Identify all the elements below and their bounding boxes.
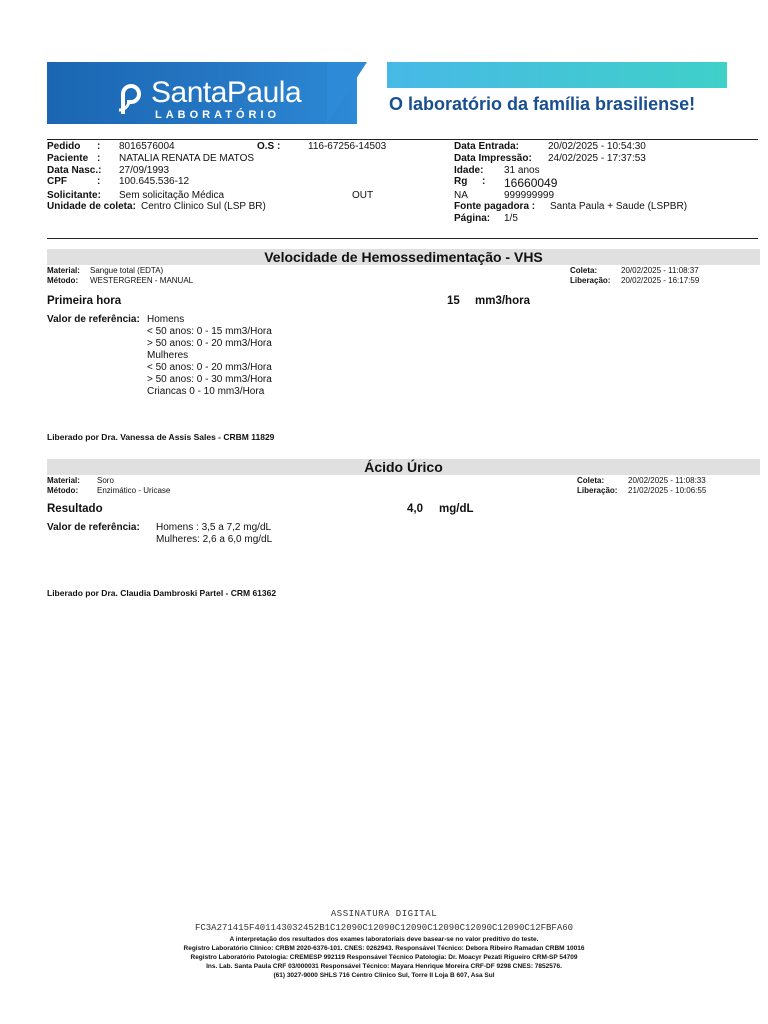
nasc-label: Data Nasc.:	[47, 165, 102, 176]
footer-line: A interpretação dos resultados dos exames laboratoriais deve basear-se no valor preditivo do teste.	[229, 936, 539, 943]
idade-label: Idade:	[454, 165, 484, 176]
vhs-ref-line: > 50 anos: 0 - 20 mm3/Hora	[147, 338, 272, 349]
urico-result-unit: mg/dL	[439, 503, 474, 515]
vhs-result-label: Primeira hora	[47, 295, 122, 307]
banner-diagonal	[327, 62, 367, 124]
na-value: 999999999	[504, 190, 555, 201]
header-bottom-rule	[47, 238, 758, 239]
urico-liberacao-label: Liberação:	[577, 486, 618, 495]
unidade-value: Centro Clinico Sul (LSP BR)	[141, 201, 266, 212]
banner-stripe	[387, 62, 727, 88]
vhs-ref-line: < 50 anos: 0 - 20 mm3/Hora	[147, 362, 272, 373]
rg-colon: :	[482, 176, 486, 187]
vhs-coleta-label: Coleta:	[570, 266, 598, 275]
urico-material-label: Material:	[47, 476, 80, 485]
brand-sub: LABORATÓRIO	[155, 109, 281, 121]
vhs-title: Velocidade de Hemossedimentação - VHS	[264, 249, 543, 265]
nasc-value: 27/09/1993	[119, 165, 170, 176]
pagina-value: 1/5	[504, 213, 518, 224]
vhs-liberacao-value: 20/02/2025 - 16:17:59	[621, 276, 700, 285]
urico-metodo-value: Enzimático - Uricase	[97, 486, 171, 495]
vhs-coleta-value: 20/02/2025 - 11:08:37	[621, 266, 699, 275]
urico-ref-line: Homens : 3,5 a 7,2 mg/dL	[156, 522, 272, 533]
paciente-value: NATALIA RENATA DE MATOS	[119, 153, 255, 164]
header-banner	[47, 62, 727, 124]
solicitante-value: Sem solicitação Médica	[119, 190, 225, 201]
footer-line: Registro Laboratório Patologia: CREMESP 992119 Responsável Técnico Patologia: Dr. Moacyr Pezati Rigueiro CRM-SP 54709	[190, 954, 578, 961]
paciente-colon: :	[97, 153, 101, 164]
urico-ref-label: Valor de referência:	[47, 522, 140, 533]
rg-label: Rg	[454, 176, 468, 187]
urico-result-label: Resultado	[47, 503, 103, 515]
paciente-label: Paciente	[47, 153, 89, 164]
vhs-liberado: Liberado por Dra. Vanessa de Assis Sales - CRBM 11829	[47, 432, 275, 442]
urico-title: Ácido Úrico	[364, 459, 443, 475]
vhs-ref-line: > 50 anos: 0 - 30 mm3/Hora	[147, 374, 272, 385]
os-value: 116-67256-14503	[308, 141, 387, 152]
urico-metodo-label: Método:	[47, 486, 79, 495]
fonte-label: Fonte pagadora :	[454, 201, 536, 212]
fonte-value: Santa Paula + Saude (LSPBR)	[550, 201, 688, 212]
out-value: OUT	[352, 190, 374, 201]
cpf-label: CPF	[47, 176, 67, 187]
data-entrada-value: 20/02/2025 - 10:54:30	[548, 141, 646, 152]
vhs-result-unit: mm3/hora	[475, 295, 530, 307]
urico-result-value: 4,0	[407, 503, 423, 515]
vhs-material-value: Sangue total (EDTA)	[90, 266, 164, 275]
vhs-result-value: 15	[447, 295, 460, 307]
vhs-ref-line: Mulheres	[147, 350, 189, 361]
logo-icon	[117, 80, 143, 114]
vhs-ref-label: Valor de referência:	[47, 314, 140, 325]
data-impressao-label: Data Impressão:	[454, 153, 532, 164]
vhs-metodo-value: WESTERGREEN - MANUAL	[90, 276, 194, 285]
urico-liberacao-value: 21/02/2025 - 10:06:55	[628, 486, 707, 495]
data-impressao-value: 24/02/2025 - 17:37:53	[548, 153, 646, 164]
header-top-rule	[47, 139, 758, 140]
urico-ref-line: Mulheres: 2,6 a 6,0 mg/dL	[156, 534, 273, 545]
os-label: O.S :	[257, 141, 281, 152]
cpf-colon: :	[97, 176, 101, 187]
urico-coleta-label: Coleta:	[577, 476, 605, 485]
idade-value: 31 anos	[504, 165, 540, 176]
pedido-label: Pedido	[47, 141, 81, 152]
cpf-value: 100.645.536-12	[119, 176, 190, 187]
vhs-liberacao-label: Liberação:	[570, 276, 611, 285]
unidade-label: Unidade de coleta:	[47, 201, 136, 212]
vhs-ref-line: Criancas 0 - 10 mm3/Hora	[147, 386, 265, 397]
data-entrada-label: Data Entrada:	[454, 141, 520, 152]
slogan: O laboratório da família brasiliense!	[389, 94, 696, 114]
urico-liberado: Liberado por Dra. Claudia Dambroski Partel - CRM 61362	[47, 588, 277, 598]
vhs-material-label: Material:	[47, 266, 80, 275]
vhs-metodo-label: Método:	[47, 276, 79, 285]
vhs-ref-line: Homens	[147, 314, 185, 325]
na-label: NA	[454, 190, 468, 201]
vhs-ref-line: < 50 anos: 0 - 15 mm3/Hora	[147, 326, 272, 337]
pedido-value: 8016576004	[119, 141, 175, 152]
pedido-colon: :	[97, 141, 101, 152]
pagina-label: Página:	[454, 213, 491, 224]
brand-name: SantaPaula	[151, 76, 302, 109]
footer-line: Ins. Lab. Santa Paula CRF 03/000031 Responsável Técnico: Mayara Henrique Moreira CRF-DF 9298 CNES: 7852576.	[206, 963, 562, 970]
assinatura-label: ASSINATURA DIGITAL	[330, 909, 438, 919]
assinatura-hash: FC3A271415F401143032452B1C12090C12090C12090C12090C12090C12090C12FBFA60	[194, 923, 574, 933]
urico-coleta-value: 20/02/2025 - 11:08:33	[628, 476, 706, 485]
rg-value: 16660049	[504, 176, 558, 190]
urico-material-value: Soro	[97, 476, 114, 485]
solicitante-label: Solicitante:	[47, 190, 101, 201]
footer-line: (61) 3027-9000 SHLS 716 Centro Clinico Sul, Torre II Loja B 607, Asa Sul	[273, 972, 495, 979]
footer-line: Registro Laboratório Clínico: CRBM 2020-6376-101. CNES: 0262943. Responsável Técnico: Debora Ribeiro Ramadan CRBM 10016	[183, 945, 585, 952]
